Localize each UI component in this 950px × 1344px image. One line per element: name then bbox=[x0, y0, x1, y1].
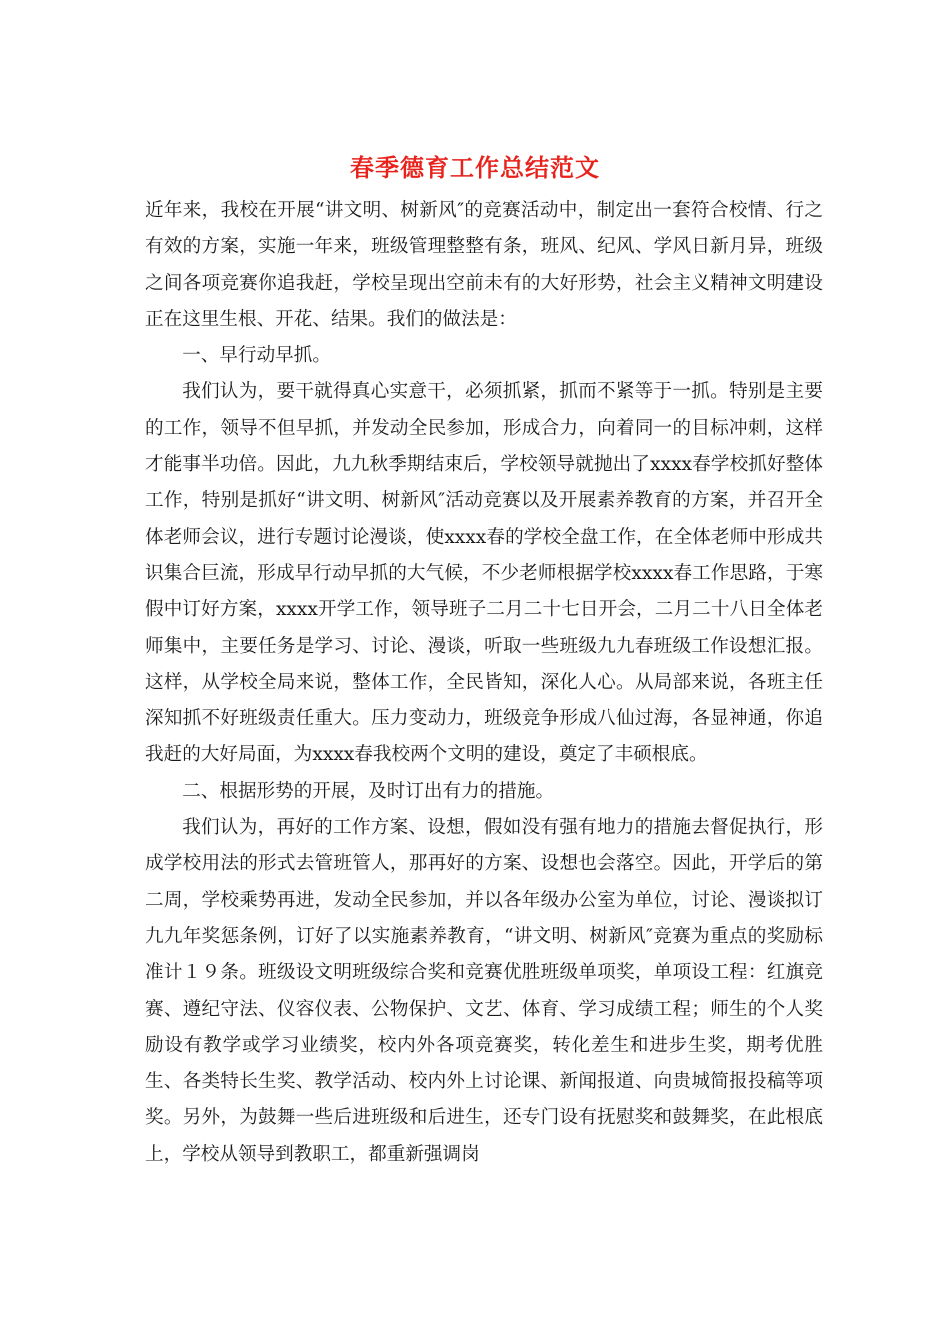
section-heading-1: 一、早行动早抓。 bbox=[182, 345, 331, 367]
paragraph-intro: 近年来，我校在开展“讲文明、树新风″的竞赛活动中，制定出一套符合校情、行之有效的方案，实施一年来，班级管理整整有条，班风、纪风、学风日新月异，班级之间各项竞赛你追我赶，学校呈现出空前未有的大好形势，社会主义精神文明建设正在这里生根、开花、结果。我们的做法是： bbox=[145, 200, 823, 330]
section-heading-2: 二、根据形势的开展，及时订出有力的措施。 bbox=[182, 780, 555, 802]
paragraph-section-1: 我们认为，要干就得真心实意干，必须抓紧，抓而不紧等于一抓。特别是主要的工作，领导不但早抓，并发动全民参加，形成合力，向着同一的目标冲刺，这样才能事半功倍。因此，九九秋季期结束后，学校领导就抛出了xxxx春学校抓好整体工作，特别是抓好“讲文明、树新风″活动竞赛以及开展素养教育的方案，并召开全体老师会议，进行专题讨论漫谈，使xxxx春的学校全盘工作，在全体老师中形成共识集合巨流，形成早行动早抓的大气候，不少老师根据学校xxxx春工作思路，于寒假中订好方案，xxxx开学工作，领导班子二月二十七日开会，二月二十八日全体老师集中，主要任务是学习、讨论、漫谈，听取一些班级九九春班级工作设想汇报。这样，从学校全局来说，整体工作，全民皆知，深化人心。从局部来说，各班主任深知抓不好班级责任重大。压力变动力，班级竞争形成八仙过海，各显神通，你追我赶的大好局面，为xxxx春我校两个文明的建设，奠定了丰硕根底。 bbox=[145, 381, 823, 766]
paragraph-section-2: 我们认为，再好的工作方案、设想，假如没有强有地力的措施去督促执行，形成学校用法的形式去管班管人，那再好的方案、设想也会落空。因此，开学后的第二周，学校乘势再进，发动全民参加，并以各年级办公室为单位，讨论、漫谈拟订九九年奖惩条例，订好了以实施素养教育，“讲文明、树新风″竞赛为重点的奖励标准计１９条。班级设文明班级综合奖和竞赛优胜班级单项奖，单项设工程：红旗竞赛、遵纪守法、仪容仪表、公物保护、文艺、体育、学习成绩工程；师生的个人奖励设有教学或学习业绩奖，校内外各项竞赛奖，转化差生和进步生奖，期考优胜生、各类特长生奖、教学活动、校内外上讨论课、新闻报道、向贵城简报投稿等项奖。另外，为鼓舞一些后进班级和后进生，还专门设有抚慰奖和鼓舞奖，在此根底上，学校从领导到教职工，都重新强调岗 bbox=[145, 817, 823, 1165]
document-body bbox=[145, 193, 823, 1173]
document-title: 春季德育工作总结范文 bbox=[350, 153, 600, 182]
